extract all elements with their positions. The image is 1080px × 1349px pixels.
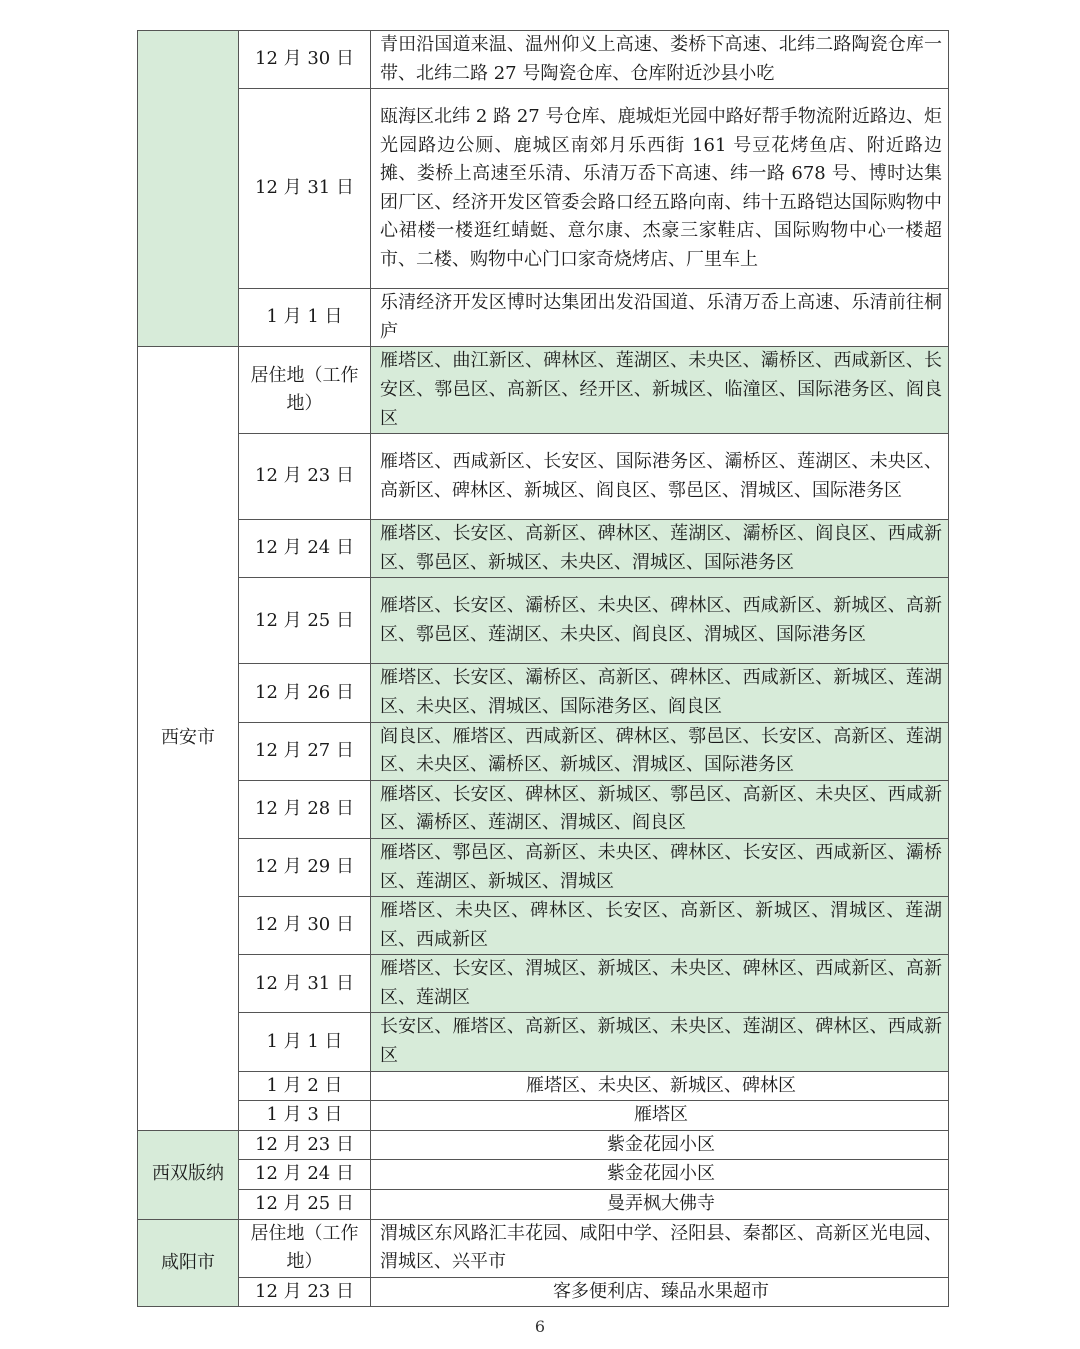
date-cell: 12 月 30 日 [239, 31, 371, 89]
places-cell: 雁塔区、长安区、灞桥区、高新区、碑林区、西咸新区、新城区、莲湖区、未央区、渭城区、国际港务区、阎良区 [371, 664, 949, 722]
places-cell: 雁塔区、鄠邑区、高新区、未央区、碑林区、长安区、西咸新区、灞桥区、莲湖区、新城区、渭城区 [371, 838, 949, 896]
table-row [138, 1013, 949, 1071]
places-cell: 雁塔区、未央区、新城区、碑林区 [371, 1071, 949, 1101]
date-cell: 居住地（工作地） [239, 347, 371, 434]
places-cell: 雁塔区、长安区、灞桥区、未央区、碑林区、西咸新区、新城区、高新区、鄠邑区、莲湖区、未央区、阎良区、渭城区、国际港务区 [371, 578, 949, 664]
date-cell: 1 月 1 日 [239, 289, 371, 347]
date-cell: 12 月 29 日 [239, 838, 371, 896]
table-row [138, 1219, 949, 1277]
places-cell: 阎良区、雁塔区、西咸新区、碑林区、鄠邑区、长安区、高新区、莲湖区、未央区、灞桥区、新城区、渭城区、国际港务区 [371, 722, 949, 780]
table-row [138, 434, 949, 520]
places-cell: 长安区、雁塔区、高新区、新城区、未央区、莲湖区、碑林区、西咸新区 [371, 1013, 949, 1071]
places-cell: 曼弄枫大佛寺 [371, 1190, 949, 1220]
date-cell: 12 月 23 日 [239, 1130, 371, 1160]
places-cell: 乐清经济开发区博时达集团出发沿国道、乐清万岙上高速、乐清前往桐庐 [371, 289, 949, 347]
places-cell: 雁塔区、长安区、高新区、碑林区、莲湖区、灞桥区、阎良区、西咸新区、鄠邑区、新城区、未央区、渭城区、国际港务区 [371, 520, 949, 578]
date-cell: 12 月 26 日 [239, 664, 371, 722]
places-cell: 雁塔区、未央区、碑林区、长安区、高新区、新城区、渭城区、莲湖区、西咸新区 [371, 897, 949, 955]
date-cell: 12 月 25 日 [239, 1190, 371, 1220]
places-cell: 紫金花园小区 [371, 1130, 949, 1160]
itinerary-table [137, 30, 949, 1307]
table-row [138, 289, 949, 347]
table-row [138, 89, 949, 289]
page-number: 6 [534, 1317, 546, 1336]
date-cell: 12 月 24 日 [239, 520, 371, 578]
table-row [138, 1160, 949, 1190]
table-row [138, 838, 949, 896]
table-row [138, 780, 949, 838]
date-cell: 12 月 30 日 [239, 897, 371, 955]
date-cell: 12 月 23 日 [239, 1277, 371, 1307]
date-cell: 1 月 3 日 [239, 1101, 371, 1131]
city-cell: 咸阳市 [138, 1219, 239, 1307]
places-cell: 青田沿国道来温、温州仰义上高速、娄桥下高速、北纬二路陶瓷仓库一带、北纬二路 27 号陶瓷仓库、仓库附近沙县小吃 [371, 31, 949, 89]
table-row [138, 1071, 949, 1101]
places-cell: 客多便利店、臻品水果超市 [371, 1277, 949, 1307]
city-cell: 西安市 [138, 347, 239, 1130]
table-row [138, 664, 949, 722]
table-row [138, 578, 949, 664]
places-cell: 雁塔区 [371, 1101, 949, 1131]
date-cell: 1 月 1 日 [239, 1013, 371, 1071]
date-cell: 12 月 25 日 [239, 578, 371, 664]
table-row [138, 347, 949, 434]
table-row [138, 897, 949, 955]
date-cell: 12 月 24 日 [239, 1160, 371, 1190]
places-cell: 雁塔区、西咸新区、长安区、国际港务区、灞桥区、莲湖区、未央区、高新区、碑林区、新城区、阎良区、鄠邑区、渭城区、国际港务区 [371, 434, 949, 520]
date-cell: 12 月 23 日 [239, 434, 371, 520]
table-row [138, 1190, 949, 1220]
date-cell: 12 月 31 日 [239, 955, 371, 1013]
places-cell: 瓯海区北纬 2 路 27 号仓库、鹿城炬光园中路好帮手物流附近路边、炬光园路边公厕、鹿城区南郊月乐西街 161 号豆花烤鱼店、附近路边摊、娄桥上高速至乐清、乐清万岙下高速、纬一路 678 号、博时达集团厂区、经济开发区管委会路口经五路向南、纬十五路铠达国际购物中心裙楼一楼逛红蜻蜓、意尔康、杰豪三家鞋店、国际购物中心一楼超市、二楼、购物中心门口家奇烧烤店、厂里车上 [371, 89, 949, 289]
date-cell: 12 月 28 日 [239, 780, 371, 838]
table-row [138, 520, 949, 578]
table-row [138, 31, 949, 89]
date-cell: 12 月 27 日 [239, 722, 371, 780]
table-row [138, 722, 949, 780]
places-cell: 雁塔区、长安区、碑林区、新城区、鄠邑区、高新区、未央区、西咸新区、灞桥区、莲湖区、渭城区、阎良区 [371, 780, 949, 838]
table-row [138, 1101, 949, 1131]
table-row [138, 1130, 949, 1160]
places-cell: 雁塔区、曲江新区、碑林区、莲湖区、未央区、灞桥区、西咸新区、长安区、鄠邑区、高新区、经开区、新城区、临潼区、国际港务区、阎良区 [371, 347, 949, 434]
city-cell: 西双版纳 [138, 1130, 239, 1219]
date-cell: 居住地（工作地） [239, 1219, 371, 1277]
table-row [138, 1277, 949, 1307]
date-cell: 1 月 2 日 [239, 1071, 371, 1101]
city-cell-continued [138, 31, 239, 347]
table-row [138, 955, 949, 1013]
date-cell: 12 月 31 日 [239, 89, 371, 289]
places-cell: 紫金花园小区 [371, 1160, 949, 1190]
places-cell: 渭城区东风路汇丰花园、咸阳中学、泾阳县、秦都区、高新区光电园、渭城区、兴平市 [371, 1219, 949, 1277]
places-cell: 雁塔区、长安区、渭城区、新城区、未央区、碑林区、西咸新区、高新区、莲湖区 [371, 955, 949, 1013]
